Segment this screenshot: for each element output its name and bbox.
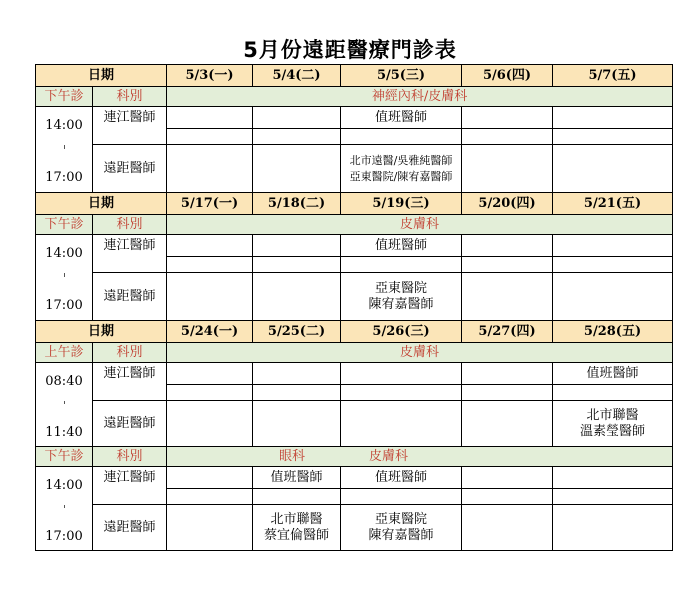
- local-doctor-label: 連江醫師: [93, 467, 167, 505]
- remote-doctor-label: 遠距醫師: [93, 401, 167, 447]
- week3-wed-duty: 值班醫師: [341, 467, 462, 489]
- week1-remote-row: [36, 145, 673, 193]
- week1-wed-duty: 值班醫師: [341, 107, 462, 129]
- time-end: 11:40: [36, 401, 93, 447]
- week3-wed-remote: 亞東醫院 陳宥嘉醫師: [341, 505, 462, 551]
- week3-am-local-row: [36, 363, 673, 385]
- date-label: 日期: [36, 321, 167, 343]
- week3-tue-remote: 北市聯醫 蔡宜倫醫師: [253, 505, 341, 551]
- week3-pm-remote-row: [36, 505, 673, 551]
- week2-date-tue: 5/18(二): [253, 193, 341, 215]
- week2-local-row: [36, 235, 673, 257]
- remote-doctor-label: 遠距醫師: [93, 273, 167, 321]
- dept-label: 科別: [93, 447, 167, 467]
- week2-wed-duty: 值班醫師: [341, 235, 462, 257]
- week2-dept: 皮膚科: [167, 215, 673, 235]
- week2-header-row: [36, 193, 673, 215]
- week3-date-fri: 5/28(五): [553, 321, 673, 343]
- week1-date-mon: 5/3(一): [167, 65, 253, 87]
- time-range-bar: [64, 505, 65, 508]
- week2-dept-row: [36, 215, 673, 235]
- local-doctor-label: 連江醫師: [93, 235, 167, 273]
- session-label: 下午診: [36, 215, 93, 235]
- week3-date-wed: 5/26(三): [341, 321, 462, 343]
- week2-date-wed: 5/19(三): [341, 193, 462, 215]
- dept-label: 科別: [93, 343, 167, 363]
- week3-tue-duty: 值班醫師: [253, 467, 341, 489]
- week3-date-thu: 5/27(四): [462, 321, 553, 343]
- week1-wed-remote: 北市遠醫/吳雅純醫師 亞東醫院/陳宥嘉醫師: [341, 145, 462, 193]
- week1-date-wed: 5/5(三): [341, 65, 462, 87]
- week3-am-dept-row: [36, 343, 673, 363]
- week2-date-thu: 5/20(四): [462, 193, 553, 215]
- time-range-bar: [64, 273, 65, 277]
- week3-fri-remote: 北市聯醫 溫素瑩醫師: [553, 401, 673, 447]
- week2-date-mon: 5/17(一): [167, 193, 253, 215]
- remote-doctor-label: 遠距醫師: [93, 505, 167, 551]
- week3-pm-dept-row: [36, 447, 673, 467]
- time-range-bar: [64, 145, 65, 149]
- week3-fri-duty: 值班醫師: [553, 363, 673, 385]
- time-start: 08:40: [36, 363, 93, 401]
- week3-am-remote-row: [36, 401, 673, 447]
- week3-date-mon: 5/24(一): [167, 321, 253, 343]
- week1-date-fri: 5/7(五): [553, 65, 673, 87]
- dept-label: 科別: [93, 215, 167, 235]
- page-title: 5月份遠距醫療門診表: [243, 38, 457, 62]
- dept-label: 科別: [93, 87, 167, 107]
- local-doctor-label: 連江醫師: [93, 363, 167, 401]
- week3-pm-local-row: [36, 467, 673, 489]
- session-label: 下午診: [36, 87, 93, 107]
- session-label: 上午診: [36, 343, 93, 363]
- remote-doctor-label: 遠距醫師: [93, 145, 167, 193]
- week1-dept: 神經內科/皮膚科: [167, 87, 673, 107]
- time-start: 14:00: [36, 107, 93, 145]
- time-start: 14:00: [36, 467, 93, 505]
- local-doctor-label: 連江醫師: [93, 107, 167, 145]
- week3-pm-dept: 眼科 皮膚科: [167, 447, 673, 467]
- week1-local-row: [36, 107, 673, 129]
- time-end: 17:00: [36, 273, 93, 321]
- week3-date-tue: 5/25(二): [253, 321, 341, 343]
- week1-dept-row: [36, 87, 673, 107]
- week1-date-thu: 5/6(四): [462, 65, 553, 87]
- time-start: 14:00: [36, 235, 93, 273]
- week2-wed-remote: 亞東醫院 陳宥嘉醫師: [341, 273, 462, 321]
- schedule-table: [35, 64, 673, 551]
- time-end: 17:00: [36, 505, 93, 551]
- week1-header-row: [36, 65, 673, 87]
- week2-remote-row: [36, 273, 673, 321]
- time-range-bar: [64, 401, 65, 404]
- time-end: 17:00: [36, 145, 93, 193]
- week3-header-row: [36, 321, 673, 343]
- week1-date-tue: 5/4(二): [253, 65, 341, 87]
- date-label: 日期: [36, 65, 167, 87]
- week2-date-fri: 5/21(五): [553, 193, 673, 215]
- week3-am-dept: 皮膚科: [167, 343, 673, 363]
- session-label: 下午診: [36, 447, 93, 467]
- date-label: 日期: [36, 193, 167, 215]
